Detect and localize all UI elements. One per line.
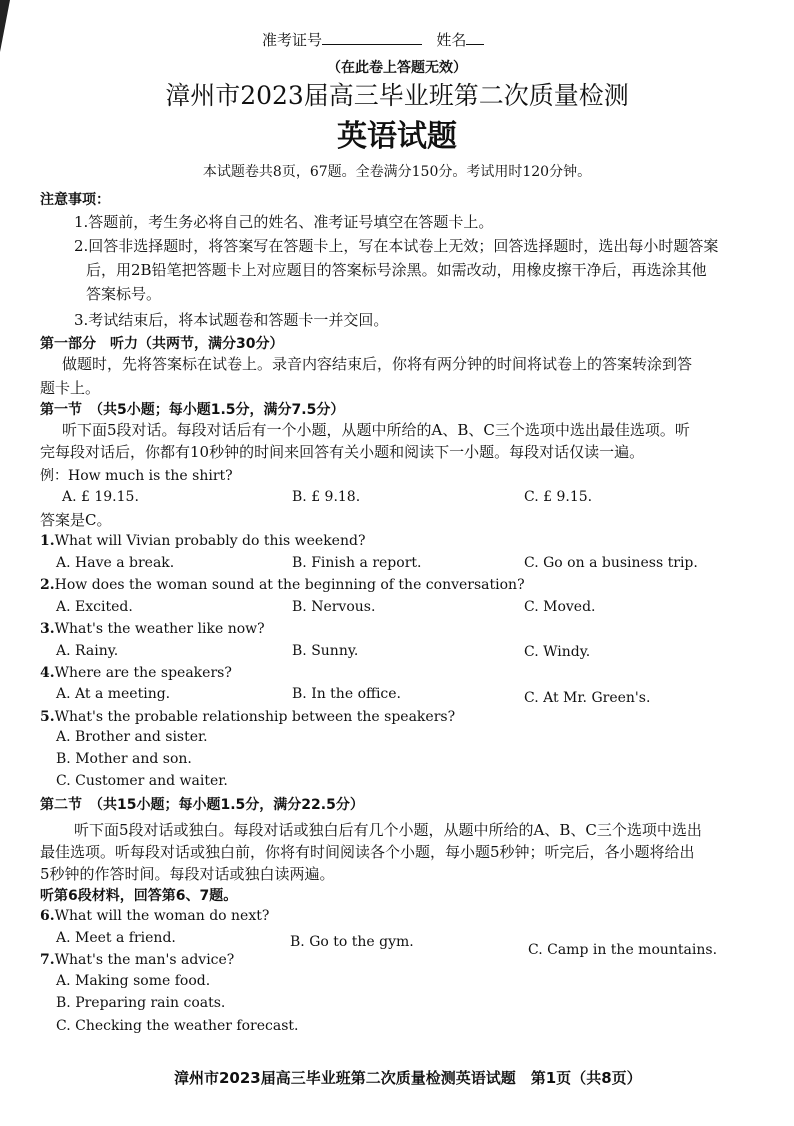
q7-option-c: C. Checking the weather forecast. bbox=[56, 1018, 299, 1034]
exam-id-row bbox=[262, 30, 484, 50]
question-5 bbox=[40, 707, 455, 727]
question-number: 1. bbox=[40, 533, 55, 549]
name-blank bbox=[466, 30, 484, 45]
question-2 bbox=[40, 575, 525, 595]
q6-option-c: C. Camp in the mountains. bbox=[528, 942, 718, 958]
q1-option-b: B. Finish a report. bbox=[292, 555, 422, 571]
section2-heading: 第二节 （共15小题；每小题1.5分，满分22.5分） bbox=[40, 797, 364, 813]
q6-option-a: A. Meet a friend. bbox=[56, 930, 176, 946]
exam-id-blank bbox=[322, 30, 422, 45]
example-answer: 答案是C。 bbox=[40, 511, 112, 529]
part1-intro-line-2: 题卡上。 bbox=[40, 379, 101, 397]
question-number: 6. bbox=[40, 908, 55, 924]
q4-option-b: B. In the office. bbox=[292, 686, 401, 702]
q4-option-c: C. At Mr. Green's. bbox=[524, 690, 651, 706]
exam-id-label: 准考证号 bbox=[262, 31, 323, 49]
question-text: What's the weather like now? bbox=[54, 621, 265, 637]
q1-option-a: A. Have a break. bbox=[56, 555, 175, 571]
example-option-a: A. £ 19.15. bbox=[62, 489, 139, 505]
question-number: 4. bbox=[40, 665, 55, 681]
question-text: What will the woman do next? bbox=[54, 908, 270, 924]
example-question: 例：How much is the shirt? bbox=[40, 468, 233, 484]
question-7 bbox=[40, 950, 234, 970]
example-option-c: C. £ 9.15. bbox=[524, 489, 593, 505]
note-item-2-line-3: 答案标号。 bbox=[86, 285, 162, 303]
section1-intro-line-2: 完每段对话后，你都有10秒钟的时间来回答有关小题和阅读下一小题。每段对话仅读一遍。 bbox=[40, 443, 645, 461]
exam-info: 本试题卷共8页，67题。全卷满分150分。考试用时120分钟。 bbox=[202, 164, 592, 180]
question-1 bbox=[40, 531, 365, 551]
question-text: Where are the speakers? bbox=[54, 665, 232, 681]
q7-option-a: A. Making some food. bbox=[56, 973, 211, 989]
section1-intro-line-1: 听下面5段对话。每段对话后有一个小题，从题中所给的A、B、C三个选项中选出最佳选项。听 bbox=[62, 421, 690, 439]
q2-option-c: C. Moved. bbox=[524, 599, 596, 615]
question-number: 3. bbox=[40, 621, 55, 637]
q1-option-c: C. Go on a business trip. bbox=[524, 555, 698, 571]
section1-heading: 第一节 （共5小题；每小题1.5分，满分7.5分） bbox=[40, 402, 345, 418]
section2-intro-line-3: 5秒钟的作答时间。每段对话或独白读两遍。 bbox=[40, 865, 335, 883]
q5-option-b: B. Mother and son. bbox=[56, 751, 192, 767]
question-text: What's the probable relationship between the speakers? bbox=[54, 709, 456, 725]
q2-option-b: B. Nervous. bbox=[292, 599, 376, 615]
question-6 bbox=[40, 906, 269, 926]
question-3 bbox=[40, 619, 265, 639]
q7-option-b: B. Preparing rain coats. bbox=[56, 995, 226, 1011]
note-item-2-line-2: 后，用2B铅笔把答题卡上对应题目的答案标号涂黑。如需改动，用橡皮擦干净后，再选涂其他 bbox=[86, 261, 707, 279]
question-number: 5. bbox=[40, 709, 55, 725]
q6-option-b: B. Go to the gym. bbox=[290, 934, 414, 950]
q3-option-c: C. Windy. bbox=[524, 644, 591, 660]
invalid-note: （在此卷上答题无效） bbox=[327, 60, 467, 76]
note-item-2-line-1: 2.回答非选择题时，将答案写在答题卡上，写在本试卷上无效；回答选择题时，选出每小时题答案 bbox=[74, 237, 719, 255]
note-item-1: 1.答题前，考生务必将自己的姓名、准考证号填空在答题卡上。 bbox=[74, 213, 494, 231]
section2-intro-line-2: 最佳选项。听每段对话或独白前，你将有时间阅读各个小题，每小题5秒钟；听完后，各小题将给出 bbox=[40, 843, 695, 861]
part1-intro-line-1: 做题时，先将答案标在试卷上。录音内容结束后，你将有两分钟的时间将试卷上的答案转涂到答 bbox=[62, 355, 693, 373]
question-text: What's the man's advice? bbox=[54, 952, 235, 968]
q5-option-c: C. Customer and waiter. bbox=[56, 773, 228, 789]
exam-title: 漳州市2023届高三毕业班第二次质量检测 bbox=[165, 81, 629, 110]
notes-heading: 注意事项： bbox=[40, 192, 110, 208]
q5-option-a: A. Brother and sister. bbox=[56, 729, 208, 745]
q3-option-a: A. Rainy. bbox=[56, 643, 119, 659]
question-text: What will Vivian probably do this weekend? bbox=[54, 533, 366, 549]
page-footer: 漳州市2023届高三毕业班第二次质量检测英语试题 第1页（共8页） bbox=[174, 1069, 642, 1087]
part1-heading: 第一部分 听力（共两节，满分30分） bbox=[40, 336, 284, 352]
material-heading: 听第6段材料，回答第6、7题。 bbox=[40, 888, 238, 904]
note-item-3: 3.考试结束后，将本试题卷和答题卡一并交回。 bbox=[74, 311, 389, 329]
question-number: 2. bbox=[40, 577, 55, 593]
name-label: 姓名 bbox=[436, 31, 467, 49]
q3-option-b: B. Sunny. bbox=[292, 643, 359, 659]
question-number: 7. bbox=[40, 952, 55, 968]
page-corner-mark bbox=[0, 0, 10, 52]
section2-intro-line-1: 听下面5段对话或独白。每段对话或独白后有几个小题，从题中所给的A、B、C三个选项中选出 bbox=[74, 821, 702, 839]
question-4 bbox=[40, 663, 232, 683]
subject-title: 英语试题 bbox=[337, 119, 457, 154]
example-option-b: B. £ 9.18. bbox=[292, 489, 361, 505]
q4-option-a: A. At a meeting. bbox=[56, 686, 171, 702]
q2-option-a: A. Excited. bbox=[56, 599, 133, 615]
question-text: How does the woman sound at the beginning of the conversation? bbox=[54, 577, 525, 593]
